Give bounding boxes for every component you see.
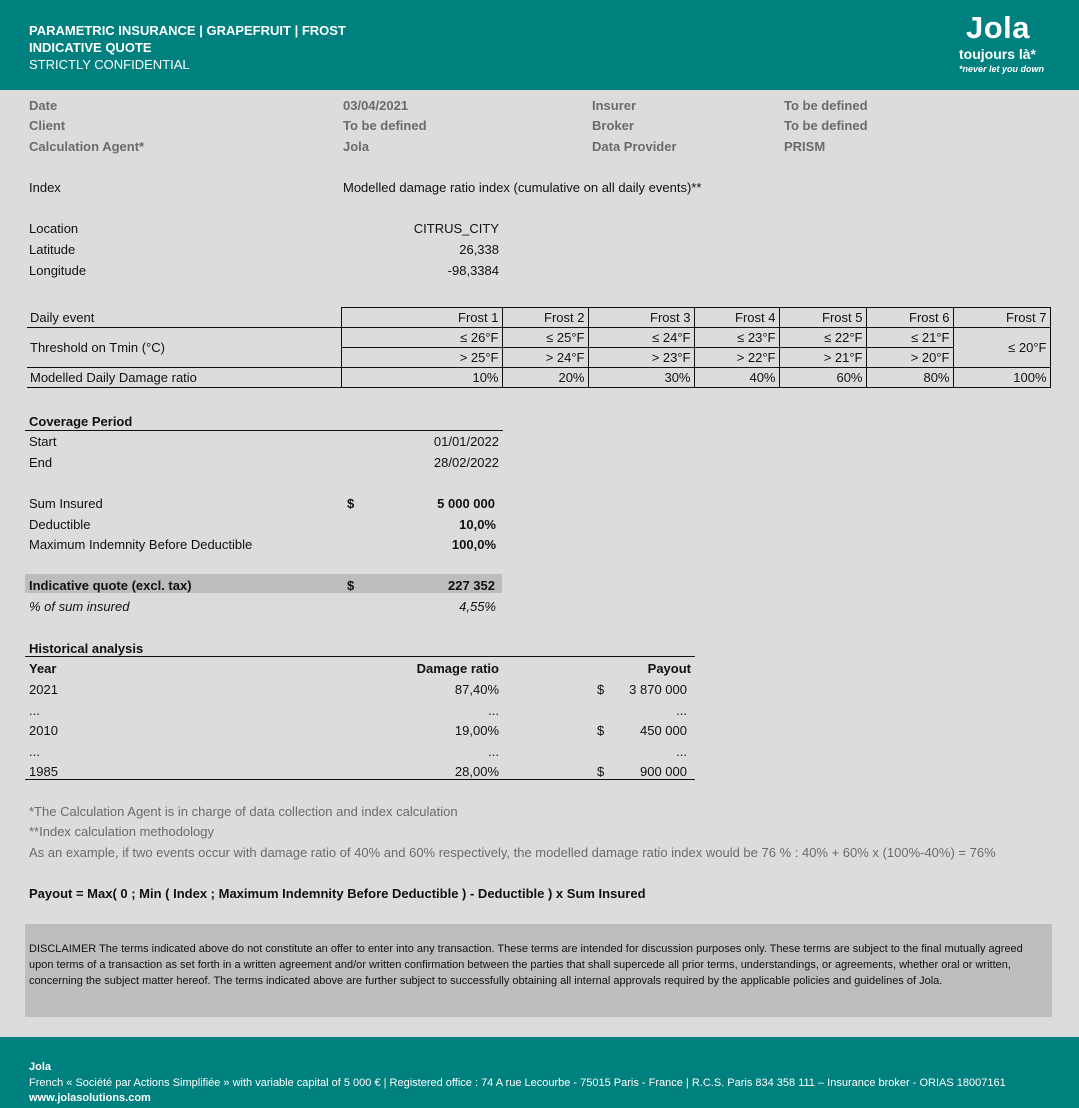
agent-label: Calculation Agent* [29,139,145,154]
threshold-upper: ≤ 26°F [341,328,502,348]
damage-label: Modelled Daily Damage ratio [27,368,341,388]
hist-damage: 28,00% [454,764,499,779]
date-label: Date [29,98,58,113]
threshold-upper: ≤ 25°F [502,328,588,348]
col-year: Year [29,661,57,676]
page-footer [0,1037,1079,1108]
end-label: End [29,455,53,470]
index-value: Modelled damage ratio index (cumulative on all daily events)** [343,180,702,195]
note-agent: *The Calculation Agent is in charge of data collection and index calculation [29,804,458,819]
insurer-value: To be defined [784,98,868,113]
index-label: Index [29,180,61,195]
logo-tagline: *never let you down [959,64,1045,74]
start-value: 01/01/2022 [433,434,499,449]
max-indemnity-label: Maximum Indemnity Before Deductible [29,537,253,552]
hist-year: 2021 [29,682,58,697]
payout-formula: Payout = Max( 0 ; Min ( Index ; Maximum Indemnity Before Deductible ) - Deductible ) x Sum Insured [29,886,646,901]
quote-currency: $ [347,578,355,593]
damage-value: 60% [779,368,866,388]
frost-threshold-table [27,307,1051,388]
threshold-upper-row [27,328,1050,348]
threshold-upper: ≤ 22°F [779,328,866,348]
damage-value: 40% [694,368,779,388]
hist-payout: 900 000 [640,764,687,779]
threshold-lower: > 21°F [779,348,866,368]
damage-value: 30% [588,368,694,388]
event-header: Frost 4 [694,308,779,328]
header-subtitle: INDICATIVE QUOTE [29,40,152,55]
hist-damage: 19,00% [454,723,499,738]
event-header: Frost 2 [502,308,588,328]
footer-company: Jola [29,1061,52,1073]
threshold-lower: > 22°F [694,348,779,368]
longitude-value: -98,3384 [447,263,499,278]
quote-label: Indicative quote (excl. tax) [29,578,192,593]
hist-currency: $ [597,723,605,738]
sum-insured-label: Sum Insured [29,496,103,511]
threshold-upper: ≤ 23°F [694,328,779,348]
hist-payout: 3 870 000 [629,682,687,697]
broker-value: To be defined [784,118,868,133]
col-damage: Damage ratio [416,661,499,676]
event-header: Frost 5 [779,308,866,328]
start-label: Start [29,434,57,449]
damage-row [27,368,1050,388]
footer-website-link[interactable]: www.jolasolutions.com [29,1092,151,1104]
latitude-label: Latitude [29,242,76,257]
threshold-lower: > 25°F [341,348,502,368]
pct-value: 4,55% [459,599,496,614]
logo-slogan: toujours là* [959,46,1037,62]
footer-legal: French « Société par Actions Simplifiée » with variable capital of 5 000 € | Registered office : 74 A rue Lecourbe - 75015 Paris - France | R.C.S. Paris 834 358 111 – Insurance broker - ORIAS 18007161 [29,1077,1006,1089]
quote-value: 227 352 [448,578,495,593]
sum-currency: $ [347,496,355,511]
hist-year: 2010 [29,723,58,738]
date-value: 03/04/2021 [343,98,409,113]
coverage-title: Coverage Period [29,414,133,429]
max-indemnity-value: 100,0% [451,537,496,552]
pct-label: % of sum insured [29,599,130,614]
provider-label: Data Provider [592,139,677,154]
header-title: PARAMETRIC INSURANCE | GRAPEFRUIT | FROST [29,23,346,38]
hist-currency: $ [597,764,605,779]
location-label: Location [29,221,79,236]
threshold-lower: > 23°F [588,348,694,368]
agent-value: Jola [343,139,370,154]
note-methodology: **Index calculation methodology [29,824,215,839]
threshold-lower: > 20°F [866,348,953,368]
historical-bottom-divider [25,779,695,780]
client-value: To be defined [343,118,427,133]
threshold-label: Threshold on Tmin (°C) [27,328,341,368]
logo: Jola [966,10,1031,45]
historical-title: Historical analysis [29,641,144,656]
insurer-label: Insurer [592,98,637,113]
broker-label: Broker [592,118,634,133]
deductible-value: 10,0% [459,517,496,532]
hist-damage: ... [488,744,499,759]
client-label: Client [29,118,66,133]
daily-event-label: Daily event [27,308,341,328]
page-header [0,0,1079,90]
historical-divider [25,656,695,657]
header-confidential: STRICTLY CONFIDENTIAL [29,57,190,72]
damage-value: 20% [502,368,588,388]
longitude-label: Longitude [29,263,87,278]
threshold-upper: ≤ 21°F [866,328,953,348]
end-value: 28/02/2022 [433,455,499,470]
daily-event-row [27,308,1050,328]
event-header: Frost 7 [953,308,1050,328]
threshold-upper: ≤ 24°F [588,328,694,348]
deductible-label: Deductible [29,517,91,532]
hist-payout: ... [676,703,687,718]
hist-payout: 450 000 [640,723,687,738]
event-header: Frost 6 [866,308,953,328]
damage-value: 80% [866,368,953,388]
threshold-last: ≤ 20°F [953,328,1050,368]
hist-payout: ... [676,744,687,759]
hist-currency: $ [597,682,605,697]
disclaimer: DISCLAIMER The terms indicated above do not constitute an offer to enter into any transaction. These terms are intended for discussion purposes only. These terms are subject to the final mutually agreed upon terms of a transaction as set forth in a written agreement and/or written confirmation between the parties that shall supercede all prior terms, understandings, or agreements, whether oral or written, concerning the subject matter hereof. The terms indicated above are further subject to successfully obtaining all internal approvals required by the applicable policies and guidelines of Jola. [25,924,1052,1017]
provider-value: PRISM [784,139,826,154]
hist-year: ... [29,703,40,718]
hist-damage: 87,40% [454,682,499,697]
latitude-value: 26,338 [459,242,499,257]
hist-damage: ... [488,703,499,718]
location-value: CITRUS_CITY [413,221,499,236]
sum-insured-value: 5 000 000 [437,496,495,511]
threshold-lower: > 24°F [502,348,588,368]
damage-value: 100% [953,368,1050,388]
note-example: As an example, if two events occur with damage ratio of 40% and 60% respectively, the modelled damage ratio index would be 76 % : 40% + 60% x (100%-40%) = 76% [29,845,996,860]
event-header: Frost 1 [341,308,502,328]
hist-year: 1985 [29,764,58,779]
damage-value: 10% [341,368,502,388]
col-payout: Payout [647,661,691,676]
coverage-divider [25,430,503,431]
hist-year: ... [29,744,40,759]
event-header: Frost 3 [588,308,694,328]
